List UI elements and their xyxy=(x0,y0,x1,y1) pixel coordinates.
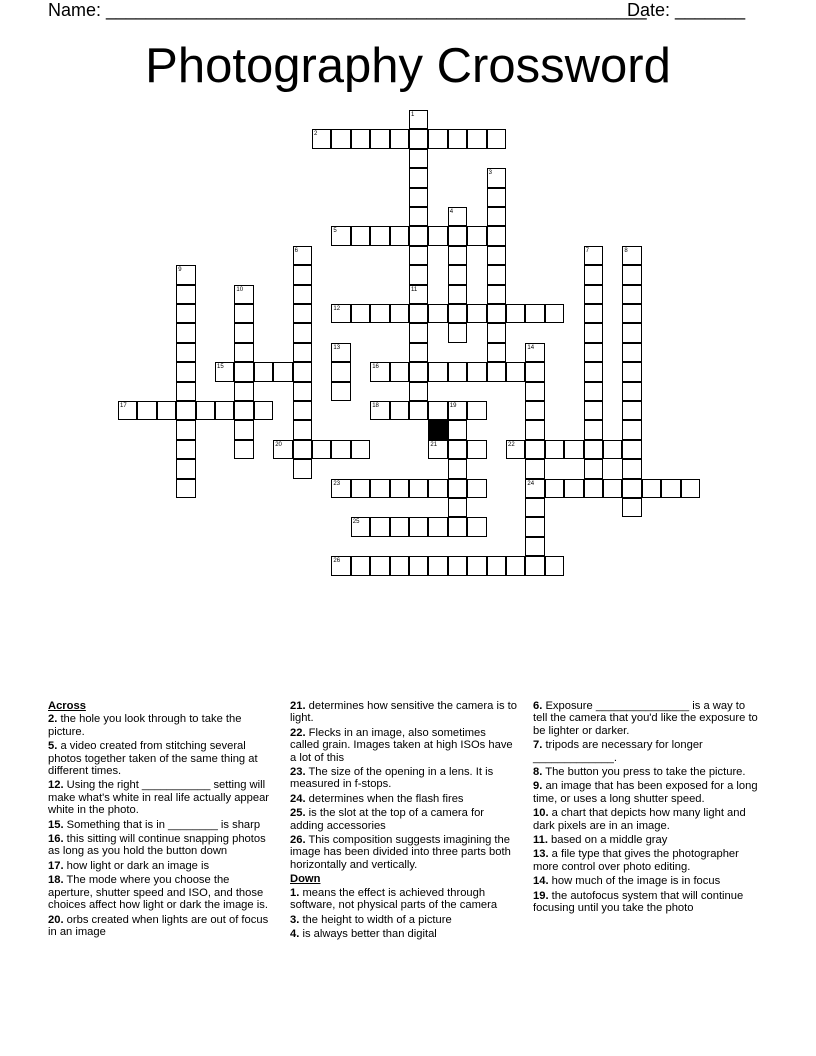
grid-cell[interactable] xyxy=(448,246,467,265)
grid-cell[interactable] xyxy=(525,420,544,439)
grid-cell[interactable] xyxy=(409,168,428,187)
cell-number: 15 xyxy=(217,364,224,371)
cell-number: 19 xyxy=(449,403,457,409)
grid-cell[interactable] xyxy=(525,537,544,556)
grid-cell[interactable] xyxy=(487,168,506,187)
grid-cell[interactable] xyxy=(331,556,350,575)
grid-cell[interactable] xyxy=(448,556,467,575)
grid-cell[interactable] xyxy=(584,459,603,478)
grid-cell[interactable] xyxy=(467,440,486,459)
cell-number: 14 xyxy=(527,344,535,351)
grid-cell[interactable] xyxy=(351,304,370,323)
grid-cell[interactable] xyxy=(351,479,370,498)
grid-cell[interactable] xyxy=(234,420,253,439)
grid-cell[interactable] xyxy=(409,207,428,226)
page-title: Photography Crossword xyxy=(145,39,671,93)
date-field[interactable]: Date: _______ xyxy=(627,0,746,20)
grid-cell[interactable] xyxy=(622,440,641,459)
grid-cell[interactable] xyxy=(448,265,467,284)
grid-cell[interactable] xyxy=(506,362,525,381)
grid-cell[interactable] xyxy=(487,343,506,362)
clue-down-13: 13. a file type that gives the photographer more control over photo editing. xyxy=(533,848,739,873)
grid-cell[interactable] xyxy=(118,401,137,420)
grid-cell[interactable] xyxy=(176,265,195,284)
grid-cell[interactable] xyxy=(428,479,447,498)
grid-cell[interactable] xyxy=(467,304,486,323)
clue-across-22: 22. Flecks in an image, also sometimes called grain. Images taken at high ISOs have a lot of this xyxy=(290,726,513,764)
grid-cell[interactable] xyxy=(603,479,622,498)
clue-down-19: 19. the autofocus system that will continue focusing until you take the photo xyxy=(533,889,744,915)
grid-cell[interactable] xyxy=(176,304,195,323)
down-heading: Down xyxy=(290,873,321,886)
grid-cell[interactable] xyxy=(584,304,603,323)
grid-cell[interactable] xyxy=(525,440,544,459)
grid-cell[interactable] xyxy=(176,479,195,498)
grid-cell[interactable] xyxy=(409,285,428,304)
grid-cell[interactable] xyxy=(584,285,603,304)
grid-cell[interactable] xyxy=(448,401,467,420)
clue-across-24: 24. determines when the flash fires xyxy=(290,792,464,805)
grid-cell[interactable] xyxy=(370,362,389,381)
grid-cell[interactable] xyxy=(545,556,564,575)
grid-cell[interactable] xyxy=(234,285,253,304)
grid-cell[interactable] xyxy=(467,401,486,420)
grid-cell[interactable] xyxy=(487,129,506,148)
grid-cell[interactable] xyxy=(390,401,409,420)
clue-across-2: 2. the hole you look through to take the picture. xyxy=(48,713,242,738)
grid-cell[interactable] xyxy=(428,440,447,459)
grid-cell[interactable] xyxy=(467,517,486,536)
clues-column-1 xyxy=(48,700,276,940)
grid-cell[interactable] xyxy=(390,517,409,536)
cell-number: 3 xyxy=(488,170,492,177)
grid-cell[interactable] xyxy=(525,382,544,401)
cell-number: 23 xyxy=(333,480,341,487)
grid-cell[interactable] xyxy=(525,498,544,517)
grid-cell[interactable] xyxy=(622,362,641,381)
grid-cell[interactable] xyxy=(525,401,544,420)
grid-cell[interactable] xyxy=(467,226,486,245)
cell-number: 1 xyxy=(411,112,415,118)
grid-cell[interactable] xyxy=(293,440,312,459)
cell-number: 5 xyxy=(333,228,337,235)
clue-across-23: 23. The size of the opening in a lens. It is measured in f-stops. xyxy=(290,766,494,791)
grid-cell[interactable] xyxy=(448,498,467,517)
grid-cell[interactable] xyxy=(370,479,389,498)
grid-cell[interactable] xyxy=(584,479,603,498)
grid-cell[interactable] xyxy=(234,362,253,381)
grid-cell[interactable] xyxy=(176,401,195,420)
grid-cell[interactable] xyxy=(467,479,486,498)
cell-number: 12 xyxy=(333,306,341,312)
cell-number: 6 xyxy=(294,247,298,254)
grid-cell[interactable] xyxy=(525,343,544,362)
grid-cell[interactable] xyxy=(331,343,350,362)
grid-cell[interactable] xyxy=(293,265,312,284)
grid-cell[interactable] xyxy=(176,343,195,362)
grid-cell[interactable] xyxy=(428,304,447,323)
grid-cell[interactable] xyxy=(409,362,428,381)
clue-down-6: 6. Exposure _______________ is a way to tell the camera that you'd like the exposure to be lighter or darker. xyxy=(533,700,758,737)
grid-cell[interactable] xyxy=(448,129,467,148)
grid-cell[interactable] xyxy=(584,440,603,459)
grid-cell[interactable] xyxy=(467,362,486,381)
grid-cell[interactable] xyxy=(409,323,428,342)
grid-cell[interactable] xyxy=(331,304,350,323)
grid-cell[interactable] xyxy=(622,304,641,323)
cell-number: 18 xyxy=(372,403,379,409)
grid-cell[interactable] xyxy=(293,304,312,323)
grid-cell[interactable] xyxy=(176,440,195,459)
cell-number: 8 xyxy=(624,247,628,254)
grid-cell[interactable] xyxy=(176,459,195,478)
clue-down-8: 8. The button you press to take the picture. xyxy=(533,766,746,779)
grid-cell[interactable] xyxy=(622,382,641,401)
grid-cell[interactable] xyxy=(622,246,641,265)
grid-cell[interactable] xyxy=(428,556,447,575)
clue-down-4: 4. is always better than digital xyxy=(290,927,437,940)
grid-cell[interactable] xyxy=(293,323,312,342)
grid-cell[interactable] xyxy=(487,323,506,342)
grid-cell[interactable] xyxy=(525,556,544,575)
grid-cell[interactable] xyxy=(409,149,428,168)
grid-cell[interactable] xyxy=(584,362,603,381)
grid-cell[interactable] xyxy=(409,382,428,401)
grid-cell[interactable] xyxy=(409,556,428,575)
clue-across-18: 18. The mode where you choose the aperture, shutter speed and ISO, and those choices affect how light or dark the image is. xyxy=(48,874,268,912)
clue-across-15: 15. Something that is in ________ is sharp xyxy=(48,818,261,831)
grid-cell[interactable] xyxy=(622,323,641,342)
grid-cell[interactable] xyxy=(390,129,409,148)
grid-cell[interactable] xyxy=(293,382,312,401)
across-heading: Across xyxy=(48,700,86,712)
grid-cell[interactable] xyxy=(390,479,409,498)
grid-cell[interactable] xyxy=(409,246,428,265)
grid-cell[interactable] xyxy=(622,420,641,439)
grid-cell[interactable] xyxy=(622,498,641,517)
grid-cell[interactable] xyxy=(428,226,447,245)
cell-number: 4 xyxy=(449,209,454,215)
cell-number: 11 xyxy=(411,286,418,293)
grid-cell[interactable] xyxy=(293,401,312,420)
cell-number: 17 xyxy=(120,403,127,409)
grid-cell[interactable] xyxy=(390,362,409,381)
grid-cell[interactable] xyxy=(409,304,428,323)
grid-cell[interactable] xyxy=(487,362,506,381)
grid-cell[interactable] xyxy=(331,479,350,498)
grid-cell[interactable] xyxy=(234,382,253,401)
grid-cell[interactable] xyxy=(390,304,409,323)
clue-across-20: 20. orbs created when lights are out of focus in an image xyxy=(48,913,269,938)
grid-cell[interactable] xyxy=(234,401,253,420)
grid-cell[interactable] xyxy=(331,440,350,459)
grid-cell[interactable] xyxy=(487,285,506,304)
grid-cell[interactable] xyxy=(448,362,467,381)
grid-cell[interactable] xyxy=(525,459,544,478)
name-field[interactable]: Name: ______________________________________________________ xyxy=(48,0,647,20)
grid-cell[interactable] xyxy=(196,401,215,420)
grid-cell[interactable] xyxy=(428,362,447,381)
grid-cell[interactable] xyxy=(176,382,195,401)
grid-cell[interactable] xyxy=(681,479,700,498)
grid-cell[interactable] xyxy=(448,479,467,498)
cell-number: 26 xyxy=(333,558,341,565)
grid-cell[interactable] xyxy=(487,265,506,284)
grid-cell[interactable] xyxy=(448,459,467,478)
grid-cell[interactable] xyxy=(564,479,583,498)
grid-cell[interactable] xyxy=(137,401,156,420)
grid-cell[interactable] xyxy=(448,304,467,323)
grid-cell[interactable] xyxy=(525,304,544,323)
black-square xyxy=(428,420,447,439)
grid-cell[interactable] xyxy=(622,285,641,304)
grid-cell[interactable] xyxy=(622,459,641,478)
clue-across-17: 17. how light or dark an image is xyxy=(48,859,210,872)
cell-number: 20 xyxy=(275,441,282,448)
clue-across-25: 25. is the slot at the top of a camera for adding accessories xyxy=(290,807,485,832)
grid-cell[interactable] xyxy=(157,401,176,420)
grid-cell[interactable] xyxy=(254,362,273,381)
grid-cell[interactable] xyxy=(390,556,409,575)
grid-cell[interactable] xyxy=(584,323,603,342)
clue-down-7: 7. tripods are necessary for longer _____________. xyxy=(533,739,703,764)
grid-cell[interactable] xyxy=(351,556,370,575)
grid-cell[interactable] xyxy=(370,401,389,420)
grid-cell[interactable] xyxy=(506,556,525,575)
cell-number: 24 xyxy=(527,480,535,487)
grid-cell[interactable] xyxy=(428,517,447,536)
grid-cell[interactable] xyxy=(234,304,253,323)
grid-cell[interactable] xyxy=(409,343,428,362)
grid-cell[interactable] xyxy=(584,420,603,439)
grid-cell[interactable] xyxy=(293,246,312,265)
cell-number: 2 xyxy=(314,131,318,138)
grid-cell[interactable] xyxy=(487,207,506,226)
clue-across-12: 12. Using the right ___________ setting will make what's white in real life actually appear white in the photo. xyxy=(48,779,270,817)
grid-cell[interactable] xyxy=(176,285,195,304)
cell-number: 16 xyxy=(372,364,379,371)
grid-cell[interactable] xyxy=(448,207,467,226)
grid-cell[interactable] xyxy=(409,401,428,420)
cell-number: 7 xyxy=(585,247,589,254)
grid-cell[interactable] xyxy=(176,362,195,381)
cell-number: 21 xyxy=(430,441,438,448)
grid-cell[interactable] xyxy=(215,401,234,420)
grid-cell[interactable] xyxy=(370,517,389,536)
grid-cell[interactable] xyxy=(545,479,564,498)
grid-cell[interactable] xyxy=(409,226,428,245)
grid-cell[interactable] xyxy=(487,188,506,207)
clue-down-3: 3. the height to width of a picture xyxy=(290,913,452,926)
grid-cell[interactable] xyxy=(564,440,583,459)
grid-cell[interactable] xyxy=(370,304,389,323)
grid-cell[interactable] xyxy=(409,479,428,498)
grid-cell[interactable] xyxy=(584,343,603,362)
clue-down-11: 11. based on a middle gray xyxy=(533,834,668,847)
grid-cell[interactable] xyxy=(312,129,331,148)
cell-number: 9 xyxy=(178,267,182,274)
grid-cell[interactable] xyxy=(293,459,312,478)
grid-cell[interactable] xyxy=(428,129,447,148)
grid-cell[interactable] xyxy=(370,129,389,148)
grid-cell[interactable] xyxy=(331,129,350,148)
grid-cell[interactable] xyxy=(234,343,253,362)
grid-cell[interactable] xyxy=(254,401,273,420)
clue-down-9: 9. an image that has been exposed for a long time, or uses a long shutter speed. xyxy=(533,780,758,805)
grid-cell[interactable] xyxy=(487,226,506,245)
grid-cell[interactable] xyxy=(487,304,506,323)
grid-cell[interactable] xyxy=(409,188,428,207)
grid-cell[interactable] xyxy=(293,362,312,381)
grid-cell[interactable] xyxy=(273,440,292,459)
grid-cell[interactable] xyxy=(331,226,350,245)
grid-cell[interactable] xyxy=(351,517,370,536)
clues-column-3 xyxy=(533,700,761,917)
clue-across-5: 5. a video created from stitching several photos together taken of the same thing at different times. xyxy=(48,740,258,778)
grid-cell[interactable] xyxy=(448,420,467,439)
clue-down-14: 14. how much of the image is in focus xyxy=(533,875,721,888)
grid-cell[interactable] xyxy=(622,479,641,498)
clue-down-1: 1. means the effect is achieved through software, not physical parts of the camera xyxy=(290,886,498,912)
grid-cell[interactable] xyxy=(584,246,603,265)
clue-across-26: 26. This composition suggests imagining the image has been divided into three parts both horizontally and vertically. xyxy=(290,834,511,871)
grid-cell[interactable] xyxy=(293,285,312,304)
grid-cell[interactable] xyxy=(448,323,467,342)
grid-cell[interactable] xyxy=(176,323,195,342)
grid-cell[interactable] xyxy=(428,401,447,420)
grid-cell[interactable] xyxy=(448,517,467,536)
grid-cell[interactable] xyxy=(390,226,409,245)
grid-cell[interactable] xyxy=(525,362,544,381)
grid-cell[interactable] xyxy=(487,556,506,575)
grid-cell[interactable] xyxy=(467,556,486,575)
grid-cell[interactable] xyxy=(215,362,234,381)
grid-cell[interactable] xyxy=(603,440,622,459)
grid-cell[interactable] xyxy=(370,226,389,245)
grid-cell[interactable] xyxy=(176,420,195,439)
grid-cell[interactable] xyxy=(506,304,525,323)
grid-cell[interactable] xyxy=(448,226,467,245)
grid-cell[interactable] xyxy=(409,129,428,148)
grid-cell[interactable] xyxy=(351,226,370,245)
grid-cell[interactable] xyxy=(234,323,253,342)
grid-cell[interactable] xyxy=(331,382,350,401)
grid-cell[interactable] xyxy=(331,362,350,381)
grid-cell[interactable] xyxy=(293,343,312,362)
grid-cell[interactable] xyxy=(622,343,641,362)
grid-cell[interactable] xyxy=(642,479,661,498)
cell-number: 25 xyxy=(352,519,360,526)
grid-cell[interactable] xyxy=(409,517,428,536)
clue-across-16: 16. this sitting will continue snapping photos as long as you hold the button down xyxy=(48,833,266,858)
grid-cell[interactable] xyxy=(351,129,370,148)
grid-cell[interactable] xyxy=(525,479,544,498)
grid-cell[interactable] xyxy=(351,440,370,459)
grid-cell[interactable] xyxy=(584,401,603,420)
grid-cell[interactable] xyxy=(487,246,506,265)
grid-cell[interactable] xyxy=(448,285,467,304)
grid-cell[interactable] xyxy=(409,265,428,284)
grid-cell[interactable] xyxy=(661,479,680,498)
cell-number: 13 xyxy=(333,344,341,351)
clue-down-10: 10. a chart that depicts how many light and dark pixels are in an image. xyxy=(533,807,746,832)
cell-number: 22 xyxy=(508,441,515,448)
grid-cell[interactable] xyxy=(545,440,564,459)
grid-cell[interactable] xyxy=(409,110,428,129)
clues-column-2 xyxy=(290,700,518,942)
grid-cell[interactable] xyxy=(467,129,486,148)
grid-cell[interactable] xyxy=(545,304,564,323)
cell-number: 10 xyxy=(236,286,244,293)
grid-cell[interactable] xyxy=(584,265,603,284)
grid-cell[interactable] xyxy=(370,556,389,575)
grid-cell[interactable] xyxy=(234,440,253,459)
grid-cell[interactable] xyxy=(584,382,603,401)
clue-across-21: 21. determines how sensitive the camera is to light. xyxy=(290,700,517,725)
grid-cell[interactable] xyxy=(293,420,312,439)
grid-cell[interactable] xyxy=(273,362,292,381)
grid-cell[interactable] xyxy=(622,265,641,284)
grid-cell[interactable] xyxy=(506,440,525,459)
grid-cell[interactable] xyxy=(448,440,467,459)
grid-cell[interactable] xyxy=(525,517,544,536)
grid-cell[interactable] xyxy=(622,401,641,420)
grid-cell[interactable] xyxy=(312,440,331,459)
